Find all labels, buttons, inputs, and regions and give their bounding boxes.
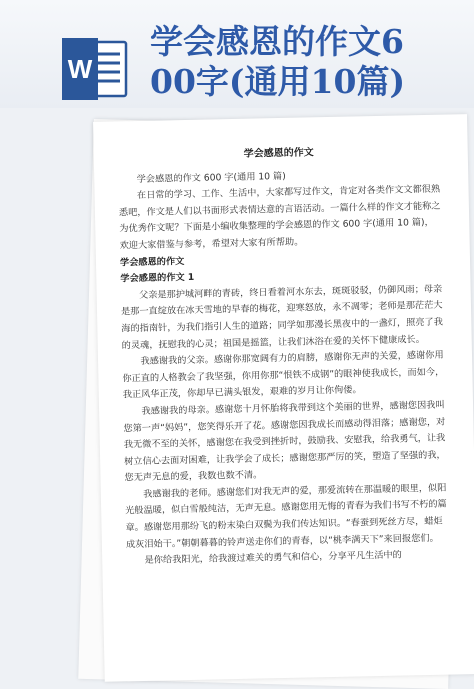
word-logo-letter: W xyxy=(67,54,93,84)
body-paragraph-1: 父亲是那护城河畔的青砖，终日看着河水东去，斑斑驳驳，仍御风雨；母亲是那一直绽放在冰天雪地的早春的梅花，迎寒怒放，永不凋零；老师是那茫茫大海的指南针，为我们指引人生的道路；同学如那漫长黑夜中的一盏灯，照亮了我的灵魂，抚慰我的心灵；祖国是摇篮，让我们沐浴在爱的关怀下健康成长。 xyxy=(120,283,443,351)
section-heading: 学会感恩的作文 1 xyxy=(120,271,195,285)
word-doc-icon xyxy=(62,38,130,100)
document-subtitle: 学会感恩的作文 600 字(通用 10 篇) xyxy=(136,170,286,185)
body-paragraph-5: 是你给我阳光，给我渡过难关的勇气和信心，分享平凡生活中的 xyxy=(144,549,402,567)
document-content xyxy=(118,143,449,570)
page-title xyxy=(150,22,470,102)
body-paragraph-3: 我感谢我的母亲。感谢您十月怀胎将我带到这个美丽的世界，感谢您因我叫您第一声“妈妈”，您笑得乐开了花。感谢您因我成长而感动得泪落；感谢您，对我无微不至的关怀，感谢您在我受到挫折时，鼓励我、安慰我，给我勇气，让我树立信心去面对困难，让我学会了成长；感谢您那严厉的笑，塑造了坚强的我，您无声无息的爱，我数也数不清。 xyxy=(123,399,446,484)
document-title: 学会感恩的作文 xyxy=(243,147,314,160)
section-label: 学会感恩的作文 xyxy=(119,255,185,268)
title-line-2: 00字(通用10篇) xyxy=(150,62,406,101)
body-paragraph-2: 我感谢我的父亲。感谢你那宽阔有力的肩膀，感谢你无声的关爱，感谢你用你正直的人格教会了我坚强，你用你那“恨铁不成钢”的眼神使我成长，而如今，我正风华正茂，你却早已满头银发，艰难的岁月让你佝偻。 xyxy=(122,349,445,401)
header-banner xyxy=(0,0,474,108)
document-page xyxy=(93,114,474,682)
body-paragraph-4: 我感谢我的老师。感谢您们对我无声的爱，那爱流转在那温暖的眼里，似阳光般温暖，似白雪般纯洁，无声无息。感谢您用无悔的青春为我们书写不朽的篇章。感谢您用那纷飞的粉末染白双鬓为我们传达知识。“春蚕到死丝方尽，蜡炬成灰泪始干。”朝朝暮暮的铃声送走你们的青春，以“桃李满天下”来回报您们。 xyxy=(125,482,447,550)
intro-paragraph: 在日常的学习、工作、生活中，大家都写过作文，肯定对各类作文文都很熟悉吧，作文是人们以书面形式表情达意的言语活动。一篇什么样的作文才能称之为优秀作文呢？下面是小编收集整理的学会感恩的作文 600 字(通用 10 篇)，欢迎大家借鉴与参考，希望对大家有所帮助。 xyxy=(118,183,441,252)
title-line-1: 学会感恩的作文6 xyxy=(150,22,404,61)
